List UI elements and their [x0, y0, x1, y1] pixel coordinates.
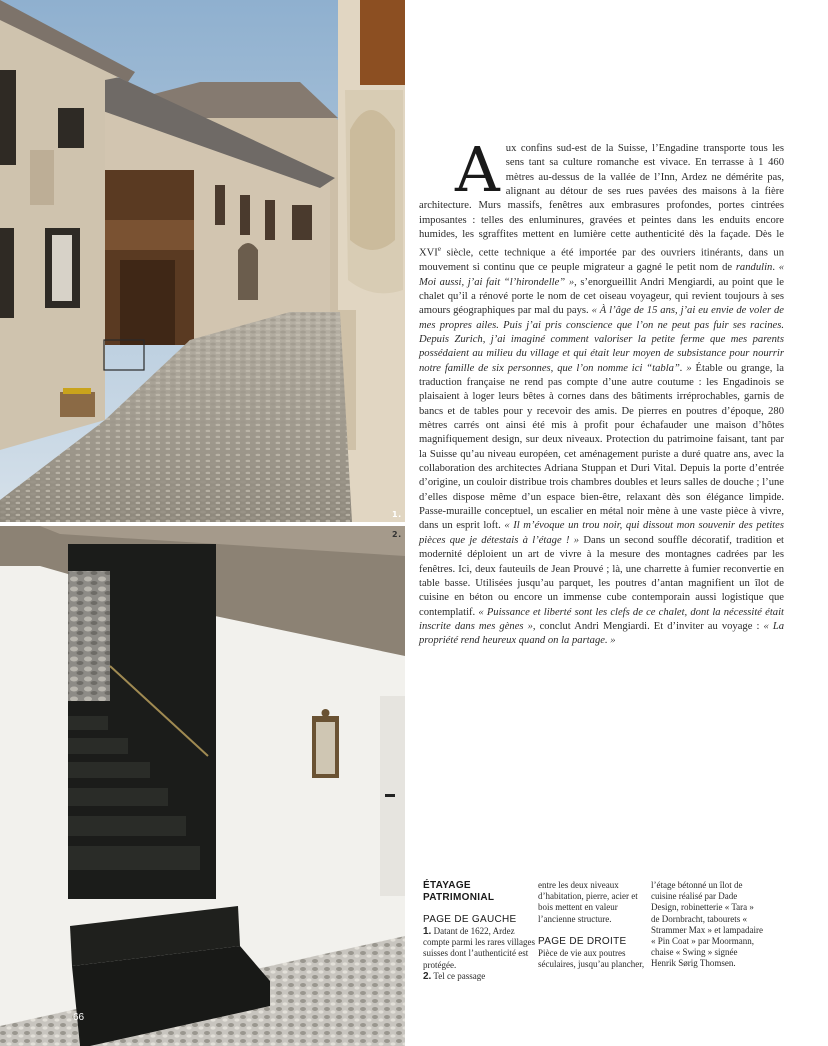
article-text-run: e: [437, 245, 441, 254]
caption-col3-text: l’étage bétonné un îlot de cuisine réalisé par Dade Design, robinetterie « Tara » de Dornbracht, tabourets « Strammer Max » et lampadaire « Pin Coat » par Moormann, chaise « Swing » signée Henrik Sørig Thomsen.: [651, 880, 763, 969]
article-paragraph: [419, 133, 785, 649]
village-street-photo: [0, 0, 405, 522]
caption-heading: ÉTAYAGE PATRIMONIAL: [423, 880, 495, 903]
article-text-run: , s’enorgueillit Andri Mengiardi, au point que le chalet qu’il a rénové porte le nom de cet oiseau voyageur, qui revient toujours à ses amours géographiques par mal du pays.: [419, 276, 785, 317]
caption-column-2: [538, 880, 650, 970]
article-text-run: Dans un second souffle décoratif, tradition et modernité déploient un art de vivre à la mesure des montagnes cadrées par les fenêtres. Ici, deux fauteuils de Jean Prouvé ; là, une charrette à fumier reconvertie en table basse. Utilisées jusqu’au parquet, les poutres d’antan magnifient un îlot de cuisine en béton ou encore un immense cube contemporain aussi logistique que contemplatif.: [419, 534, 784, 618]
article-quote: « Moi aussi, j’ai fait “l’hirondelle” »: [419, 262, 784, 288]
caption-right-page-label: PAGE DE DROITE: [538, 935, 627, 947]
article-text-run: .: [772, 262, 779, 274]
article-text-run: siècle, cette technique a été importée par des ouvriers itinérants, dans un mouvement si continu que ce peuple migrateur a gagné le petit nom de: [419, 247, 784, 274]
article-body: [419, 133, 785, 649]
caption-item-2-number: 2.: [423, 970, 432, 982]
page-number: 66: [73, 1012, 85, 1023]
article-quote: « À l’âge de 15 ans, j’ai eu envie de voler de mes propres ailes. Puis j’ai pris conscience que l’on ne peut pas fuir ses racines. Depuis Zurich, j’ai imaginé comment valoriser la petite ferme que mes parents possédaient au milieu du village et qui était leur moyen de subsistance pour nourrir notre famille de six personnes, que l’on nomme ici “tabla”. »: [419, 305, 784, 374]
article-text-run: ux confins sud-est de la Suisse, l’Engadine transporte tous les sens tant sa culture romanche est vivace. En terrasse à 1 460 mètres au-dessus de la vallée de l’Inn, Ardez ne démérite pas, alignant au détour de ses rues pavées des maisons à la fière architecture. Murs massifs, fenêtres aux embrasures profondes, portes cintrées imposantes : telles des enluminures, gravées et peintes dans les enduits encore humides, les sgraffites mettent en lumière cette authenticité dès la façade. Dès le XVI: [419, 143, 784, 259]
interior-staircase-photo: [0, 526, 405, 1046]
caption-col2-text2: Pièce de vie aux poutres séculaires, jusqu’au plancher,: [538, 947, 645, 970]
caption-item-1-text: Datant de 1622, Ardez compte parmi les rares villages suisses dont l’authenticité est protégée.: [423, 926, 535, 970]
photo-captions: [423, 880, 788, 1010]
caption-item-2: [423, 971, 535, 982]
figure-2-label: 2.: [392, 530, 402, 539]
drop-cap: A: [455, 133, 500, 206]
caption-column-3: [651, 880, 763, 970]
article-quote: « La propriété rend heureux quand on la partage. »: [419, 620, 785, 647]
article-text-run: Étable ou grange, la traduction française ne rend pas compte d’une autre coutume : les Engadinois se plaisaient à loger leurs bêtes à cornes dans des bâtiments irréprochables, garnis de bancs et de tables pour y recevoir des amis. De pierres en poutres d’époque, 280 mètres carrés ont ainsi été mis à profit pour échafauder une maison d’hôtes magnifiquement design, sur deux niveaux. Protection du patrimoine faisant, tant par la Suisse qu’au niveau européen, cet aménagement puriste a duré quatre ans, avec la collaboration des architectes Adriana Stuppan et Duri Vital. Depuis la porte d’entrée d’origine, un couloir distribue trois chambres doubles et leurs salles de douche ; l’une d’elles dispose même d’un espace bien-être, relaxant dès son élégance limpide. Passe-muraille conceptuel, un escalier en métal noir mène à une vaste pièce à vivre, dans un esprit loft.: [419, 362, 784, 532]
caption-item-1-number: 1.: [423, 926, 432, 937]
caption-column-1: [423, 880, 535, 982]
caption-left-page-label: PAGE DE GAUCHE: [423, 914, 517, 925]
article-quote: « Il m’évoque un trou noir, qui dissout mon souvenir des petites pièces que je détestais à l’étage ! »: [419, 520, 784, 546]
figure-1-label: 1.: [392, 510, 402, 519]
caption-item-1: [423, 926, 535, 971]
article-quote: randulin: [735, 262, 773, 274]
caption-col2-text: entre les deux niveaux d’habitation, pierre, acier et bois mettent en valeur l’ancienne structure.: [538, 880, 638, 924]
article-quote: « Puissance et liberté sont les clefs de ce chalet, dont la nécessité était inscrite dans mes gènes »: [419, 606, 784, 632]
article-text-run: , conclut Andri Mengiardi. Et d’inviter au voyage :: [532, 620, 764, 632]
caption-item-2-text: Tel ce passage: [431, 970, 486, 981]
